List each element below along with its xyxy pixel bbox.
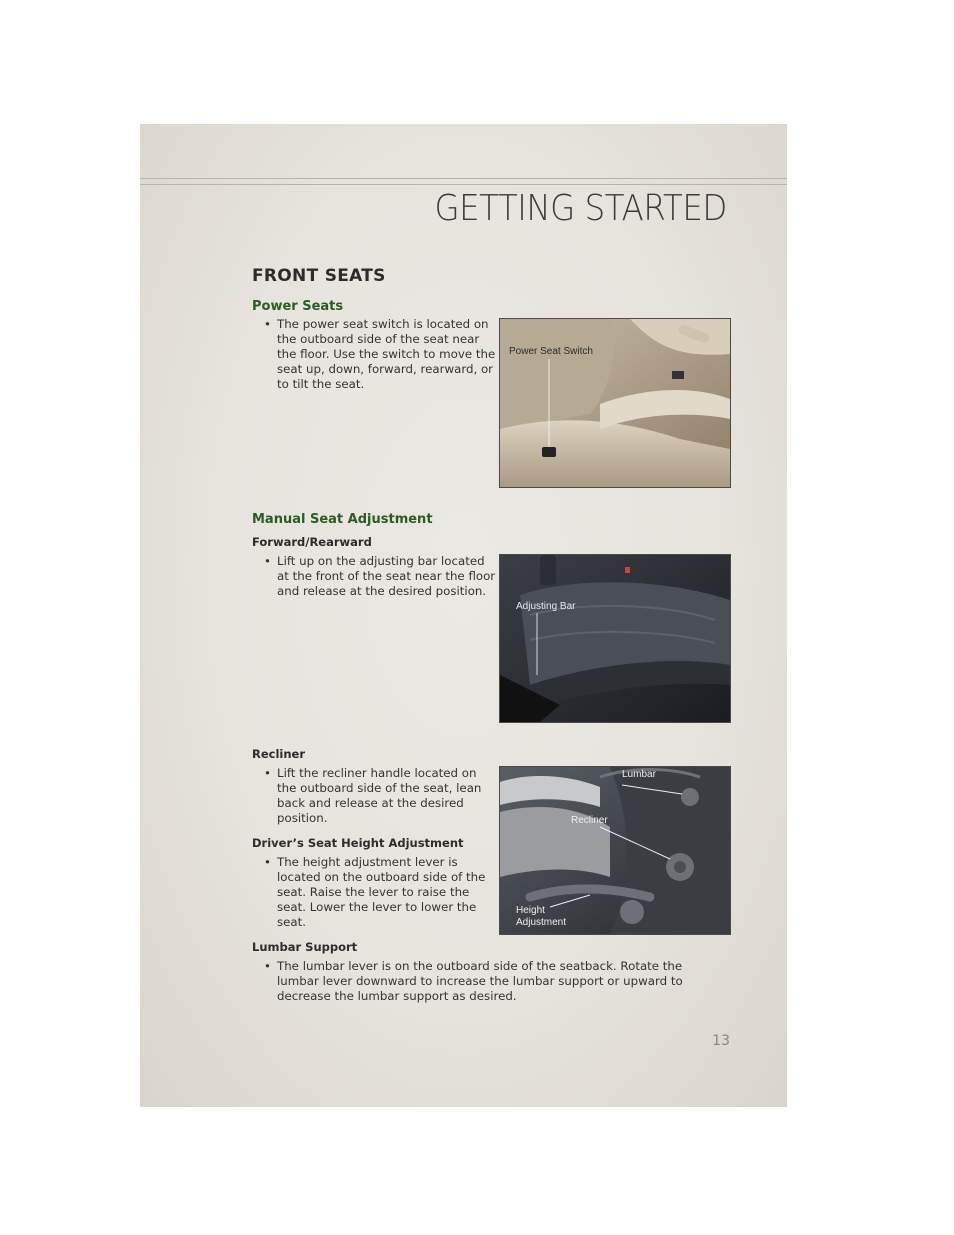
manual-page [140,124,787,1107]
recliner-heading: Recliner [252,747,306,761]
adjusting-bar-photo [499,554,731,723]
page-title: GETTING STARTED [434,188,727,229]
lumbar-support-heading: Lumbar Support [252,940,358,954]
power-seats-heading: Power Seats [252,299,344,314]
recliner-text: • Lift the recliner handle located on the outboard side of the seat, lean back and release at the desired position. [264,766,499,826]
recliner-lumbar-photo [499,766,731,935]
power-seat-photo [499,318,731,488]
page-number: 13 [712,1033,730,1049]
forward-rearward-heading: Forward/Rearward [252,535,372,549]
recliner-label: Recliner [571,815,608,826]
height-adjustment-heading: Driver’s Seat Height Adjustment [252,836,464,850]
lumbar-support-text: • The lumbar lever is on the outboard side of the seatback. Rotate the lumbar lever downward to increase the lumbar support or upward to decrease the lumbar support as desired. [264,959,717,1004]
adjusting-bar-label: Adjusting Bar [516,601,576,612]
height-adjustment-text: • The height adjustment lever is located on the outboard side of the seat. Raise the lever to raise the seat. Lower the lever to lower the seat. [264,855,497,930]
section-title: FRONT SEATS [252,266,386,286]
height-label-line1: Height [516,905,545,916]
power-seat-illustration [500,319,730,487]
power-seat-switch-label: Power Seat Switch [509,346,593,357]
power-seats-text: • The power seat switch is located on the outboard side of the seat near the floor. Use the switch to move the seat up, down, forward, rearward, or to tilt the seat. [264,317,497,392]
adjusting-bar-illustration [500,555,730,722]
header-rule-top [140,178,787,179]
forward-rearward-text: • Lift up on the adjusting bar located at the front of the seat near the floor and release at the desired position. [264,554,497,599]
height-label-line2: Adjustment [516,917,567,928]
header-rule-bottom [140,184,787,185]
lumbar-label: Lumbar [622,769,656,780]
manual-seat-heading: Manual Seat Adjustment [252,512,433,527]
